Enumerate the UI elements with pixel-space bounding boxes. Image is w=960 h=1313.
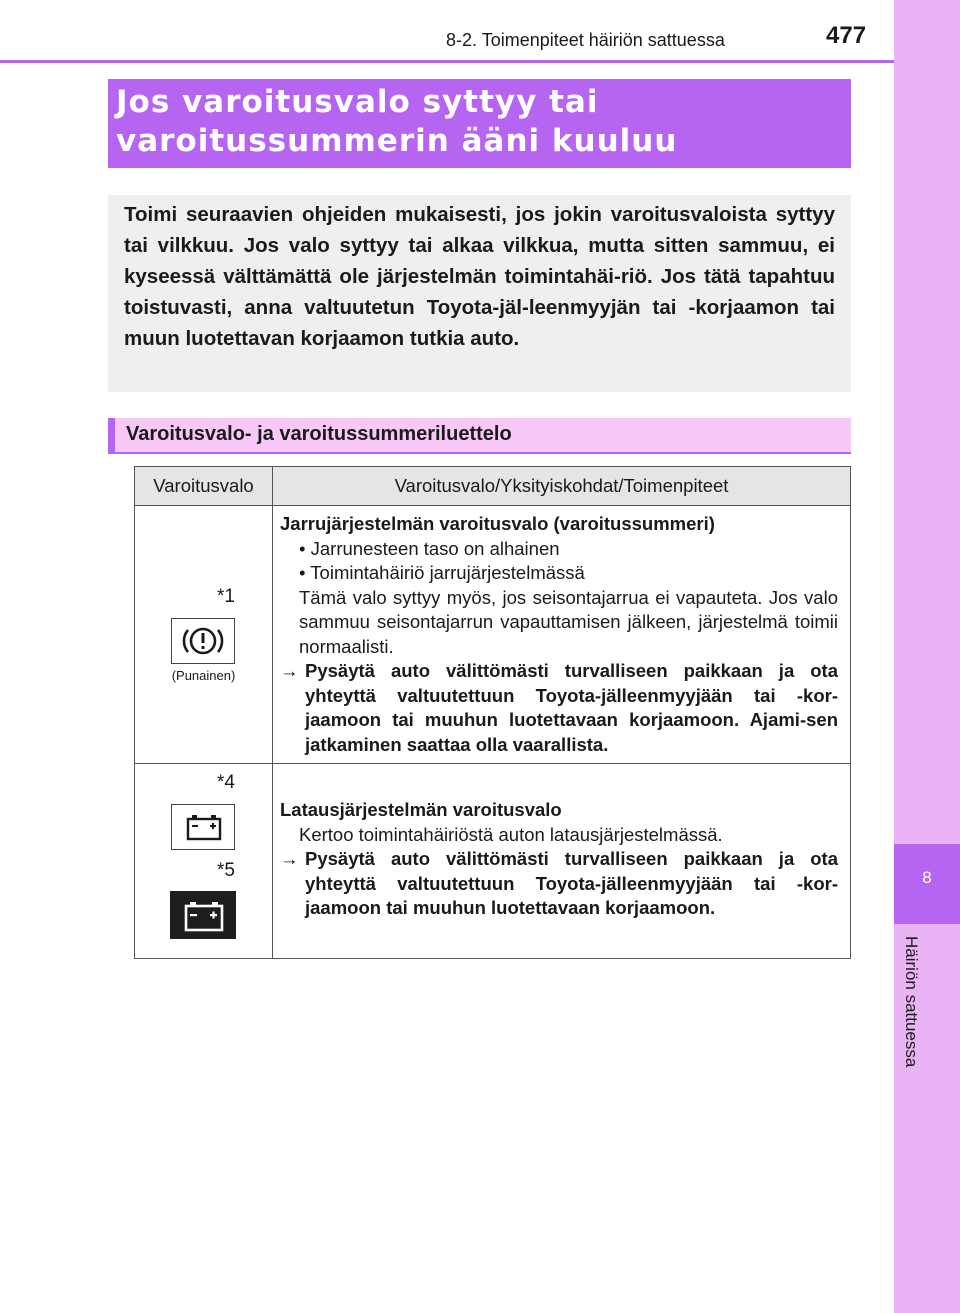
- table-row: [135, 506, 851, 764]
- details-cell: [273, 506, 851, 764]
- side-tab: [894, 0, 960, 1313]
- page-title-line-1: Jos varoitusvalo syttyy tai: [116, 84, 599, 120]
- icon-cell: [135, 764, 273, 959]
- row-title: Latausjärjestelmän varoitusvalo: [280, 799, 562, 820]
- subsection-title: Varoitusvalo- ja varoitussummeriluettelo: [108, 418, 851, 454]
- column-header-details: Varoitusvalo/Yksityiskohdat/Toimenpiteet: [273, 467, 851, 506]
- section-path: 8-2. Toimenpiteet häiriön sattuessa: [446, 30, 725, 50]
- table-header-row: [135, 467, 851, 506]
- chapter-label: Häiriön sattuessa: [902, 936, 921, 1068]
- table-row: [135, 764, 851, 959]
- warning-light-table: [134, 466, 851, 959]
- page-title-line-2: varoitussummerin ääni kuuluu: [116, 123, 678, 159]
- battery-warning-icon: [171, 804, 235, 850]
- footnote-marker: *5: [217, 860, 235, 881]
- arrow-icon: →: [280, 848, 299, 869]
- list-item: • Jarrunesteen taso on alhainen: [299, 537, 838, 562]
- chapter-number-tab[interactable]: 8: [894, 844, 960, 924]
- row-note: Kertoo toimintahäiriöstä auton latausjärjestelmässä.: [299, 823, 723, 845]
- brake-warning-icon: [171, 618, 235, 664]
- icon-caption: (Punainen): [171, 668, 236, 683]
- list-item: • Toimintahäiriö jarrujärjestelmässä: [299, 561, 838, 586]
- page-number: 477: [826, 22, 867, 49]
- details-cell: [273, 764, 851, 959]
- icon-cell: [135, 506, 273, 764]
- footnote-marker: *4: [217, 772, 235, 793]
- row-note: Tämä valo syttyy myös, jos seisontajarrua ei vapauteta. Jos valo sammuu seisontajarrun vapauttamisen jälkeen, järjestelmä toimii normaalisti.: [299, 586, 838, 657]
- battery-warning-icon-inverted: [170, 891, 236, 939]
- action-instruction: → Pysäytä auto välittömästi turvalliseen paikkaan ja ota yhteyttä valtuutettuun Toyota-jälleenmyyjään tai -kor-jaamoon tai muuhun luotettavaan korjaamoon.: [280, 848, 838, 918]
- action-instruction: → Pysäytä auto välittömästi turvalliseen paikkaan ja ota yhteyttä valtuutettuun Toyota-jälleenmyyjään tai -kor-jaamoon tai muuhun luotettavaan korjaamoon. Ajami-sen jatkaminen saattaa olla vaarallista.: [280, 660, 838, 755]
- bullet-list: [280, 537, 838, 586]
- row-title: Jarrujärjestelmän varoitusvalo (varoitussummeri): [280, 513, 715, 534]
- page-title: [108, 79, 851, 168]
- intro-paragraph: Toimi seuraavien ohjeiden mukaisesti, jos jokin varoitusvaloista syttyy tai vilkkuu. Jos valo syttyy tai alkaa vilkkua, mutta sitten sammuu, ei kyseessä välttämättä ole järjestelmän toimintahäi-riö. Jos tätä tapahtuu toistuvasti, anna valtuutetun Toyota-jäl-leenmyyjän tai -korjaamon tai muun luotettavan korjaamon tutkia auto.: [108, 195, 851, 392]
- column-header-light: Varoitusvalo: [135, 467, 273, 506]
- arrow-icon: →: [280, 660, 299, 681]
- footnote-marker: *1: [217, 586, 235, 607]
- header-rule: [0, 60, 894, 63]
